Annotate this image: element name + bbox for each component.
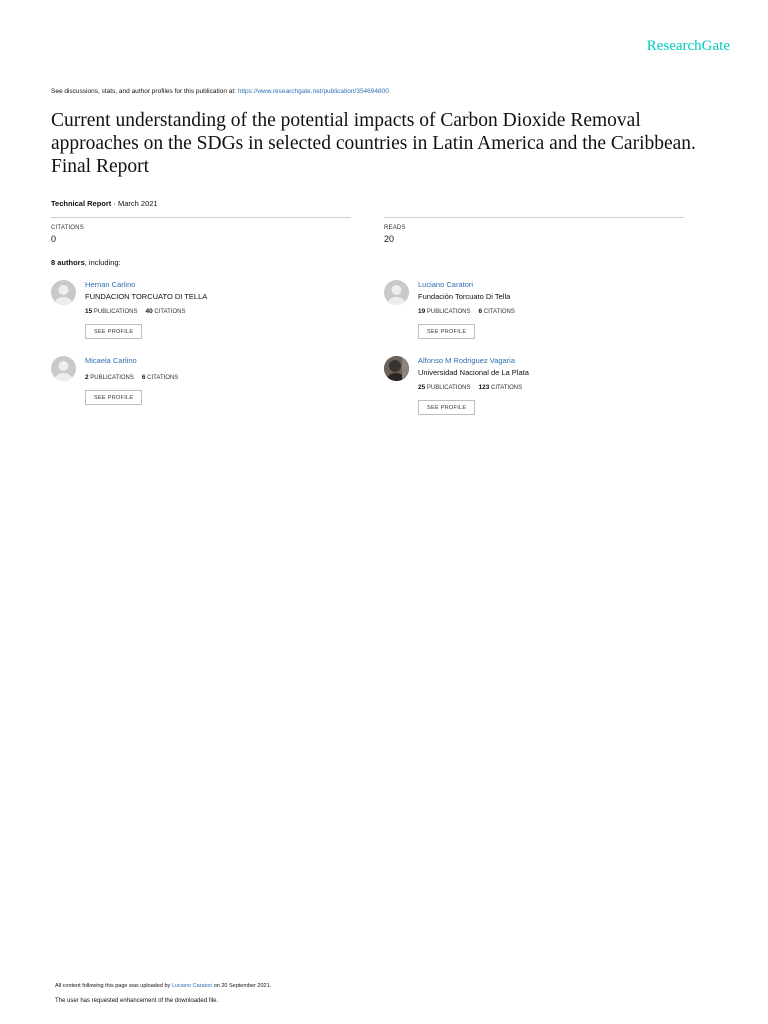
see-profile-button[interactable]: SEE PROFILE — [418, 400, 475, 415]
author-stats — [418, 384, 522, 391]
author-name[interactable]: Hernan Carlino — [85, 280, 136, 289]
authors-summary — [51, 258, 121, 267]
default-avatar-icon — [384, 280, 409, 305]
publications-label: PUBLICATIONS — [93, 309, 138, 315]
see-profile-button[interactable]: SEE PROFILE — [85, 324, 142, 339]
default-avatar-icon — [51, 356, 76, 381]
publication-link[interactable]: https://www.researchgate.net/publication/354694800 — [237, 88, 389, 95]
citations-count: 6 — [478, 308, 483, 315]
author-institution: Fundación Torcuato Di Tella — [418, 292, 511, 301]
author-institution: Universidad Nacional de La Plata — [418, 368, 529, 377]
see-profile-button[interactable]: SEE PROFILE — [85, 390, 142, 405]
avatar[interactable] — [384, 356, 409, 381]
citations-label: CITATIONS — [147, 375, 179, 381]
publications-count: 15 — [85, 308, 93, 315]
avatar[interactable] — [51, 280, 76, 305]
citations-divider — [51, 217, 351, 218]
citations-count: 123 — [478, 384, 490, 391]
publication-date: · March 2021 — [113, 199, 158, 208]
author-name[interactable]: Micaela Carlino — [85, 356, 137, 365]
discussion-prefix: See discussions, stats, and author profiles for this publication at: — [51, 88, 236, 95]
citations-label: CITATIONS — [51, 225, 84, 231]
author-name[interactable]: Alfonso M Rodriguez Vagaria — [418, 356, 515, 365]
publication-meta — [51, 199, 158, 208]
avatar[interactable] — [51, 356, 76, 381]
author-name[interactable]: Luciano Caratori — [418, 280, 474, 289]
see-profile-button[interactable]: SEE PROFILE — [418, 324, 475, 339]
publication-type: Technical Report — [51, 199, 112, 208]
researchgate-logo[interactable]: ResearchGate — [646, 38, 730, 54]
publications-count: 19 — [418, 308, 426, 315]
reads-value: 20 — [384, 234, 395, 244]
publications-count: 25 — [418, 384, 426, 391]
author-stats — [418, 308, 515, 315]
reads-divider — [384, 217, 684, 218]
publications-label: PUBLICATIONS — [426, 385, 471, 391]
upload-prefix: All content following this page was uploaded by — [55, 983, 171, 989]
avatar[interactable] — [384, 280, 409, 305]
author-photo-icon — [384, 356, 409, 381]
upload-note — [55, 983, 271, 989]
author-stats — [85, 308, 186, 315]
citations-label: CITATIONS — [483, 309, 515, 315]
uploader-link[interactable]: Luciano Caratori — [171, 983, 213, 989]
author-card — [384, 280, 684, 342]
citations-label: CITATIONS — [491, 385, 523, 391]
author-card — [51, 356, 351, 408]
upload-suffix: on 20 September 2021. — [213, 983, 272, 989]
publications-label: PUBLICATIONS — [426, 309, 471, 315]
discussion-line — [51, 88, 389, 95]
authors-suffix: , including: — [84, 258, 121, 267]
author-card — [51, 280, 351, 342]
reads-label: READS — [384, 225, 406, 231]
publications-label: PUBLICATIONS — [90, 375, 134, 381]
citations-value: 0 — [51, 234, 57, 244]
citations-count: 6 — [141, 374, 146, 381]
publication-title: Current understanding of the potential impacts of Carbon Dioxide Removal approaches on the SDGs in selected countries in Latin America and the Caribbean. Final Report — [51, 110, 696, 177]
author-institution: FUNDACION TORCUATO DI TELLA — [85, 292, 208, 301]
author-card — [384, 356, 684, 418]
citations-count: 40 — [145, 308, 153, 315]
citations-label: CITATIONS — [154, 309, 186, 315]
authors-count: 8 authors — [51, 258, 85, 267]
author-stats — [85, 374, 178, 381]
default-avatar-icon — [51, 280, 76, 305]
publications-count: 2 — [85, 374, 89, 381]
enhancement-note: The user has requested enhancement of the downloaded file. — [55, 998, 219, 1004]
